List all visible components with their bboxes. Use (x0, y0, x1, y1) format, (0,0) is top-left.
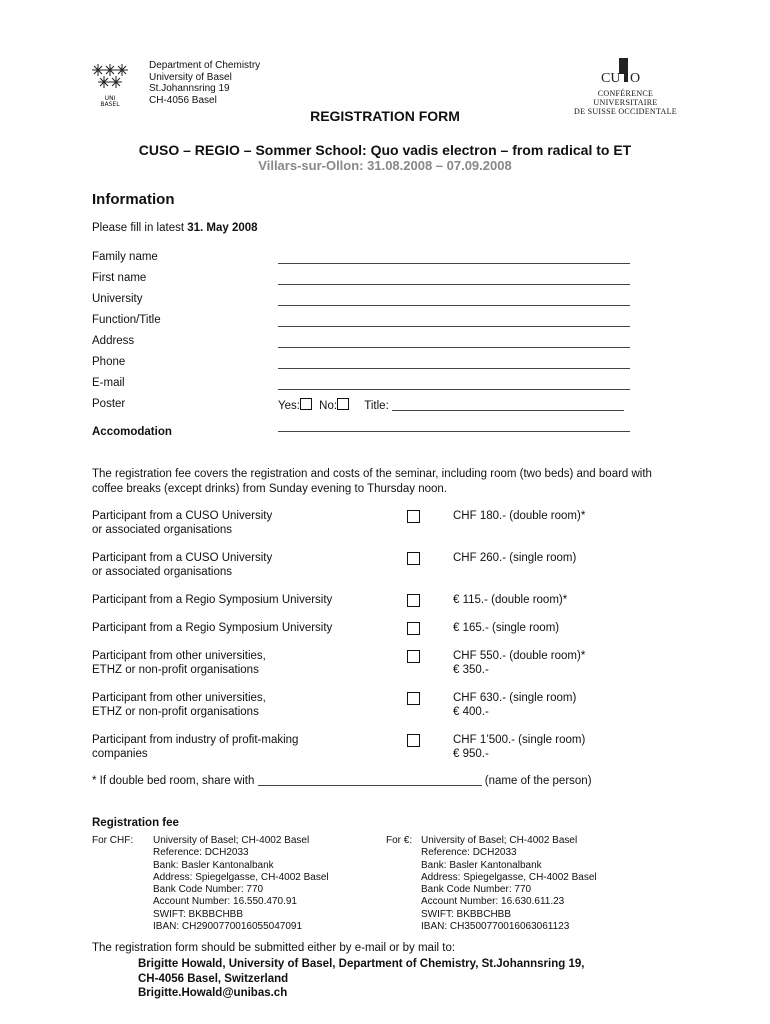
option-label (92, 509, 392, 537)
option-line: Participant from a Regio Symposium University (92, 622, 333, 634)
price-line: € 950.- (453, 748, 489, 760)
option-checkbox[interactable] (407, 510, 420, 523)
bank-line: Reference: DCH2033 (421, 847, 517, 859)
share-suffix: (name of the person) (481, 775, 592, 787)
deadline-text (92, 222, 258, 234)
contact-email-link[interactable]: Brigitte.Howald@unibas.ch (138, 987, 288, 999)
option-checkbox[interactable] (407, 594, 420, 607)
accommodation-text: The registration fee covers the registration and costs of the seminar, including room (two beds) and board with coffee breaks (except drinks) from Sunday evening to Thursday noon. (92, 468, 652, 495)
address-line: Brigitte Howald, University of Basel, Department of Chemistry, St.Johannsring 19, (138, 958, 585, 970)
bank-line: IBAN: CH2900770016055047091 (153, 921, 303, 933)
price-line: € 400.- (453, 706, 489, 718)
poster-yes-checkbox[interactable] (300, 398, 312, 410)
share-room-line (92, 775, 592, 787)
option-checkbox[interactable] (407, 734, 420, 747)
option-line: Participant from a Regio Symposium University (92, 594, 333, 606)
option-line: Participant from a CUSO University (92, 510, 273, 522)
bank-line: Address: Spiegelgasse, CH-4002 Basel (421, 871, 597, 883)
bank-details-eur (386, 835, 686, 935)
bank-line: Address: Spiegelgasse, CH-4002 Basel (153, 871, 329, 883)
deadline-date: 31. May 2008 (187, 222, 258, 234)
dept-line: CH-4056 Basel (149, 94, 217, 106)
bank-lines-eur (421, 835, 597, 933)
uni-logo-text: UNI BASEL (100, 95, 120, 108)
poster-yes-label: Yes: (278, 400, 300, 412)
submission-address (138, 957, 584, 1001)
field-line-poster-extra[interactable] (278, 431, 630, 432)
dept-line: Department of Chemistry (149, 60, 261, 71)
poster-title-label: Title: (364, 400, 389, 412)
option-label (92, 593, 392, 607)
option-price: € 165.- (single room) (453, 622, 560, 634)
field-label-first-name: First name (92, 272, 147, 284)
share-name-line[interactable] (258, 785, 482, 786)
bank-line: Bank Code Number: 770 (153, 884, 264, 896)
poster-options (278, 398, 624, 412)
option-checkbox[interactable] (407, 692, 420, 705)
poster-no-label: No: (319, 400, 338, 412)
field-label-family-name: Family name (92, 251, 158, 263)
field-label-email: E-mail (92, 377, 125, 389)
accommodation-heading: Accomodation (92, 426, 172, 438)
bank-line: Reference: DCH2033 (153, 847, 249, 859)
price-line: CHF 630.- (single room) (453, 692, 577, 704)
share-prefix: * If double bed room, share with (92, 775, 258, 787)
bank-line: Bank Code Number: 770 (421, 884, 532, 896)
price-line: CHF 1’500.- (single room) (453, 734, 586, 746)
cuso-line: DE SUISSE OCCIDENTALE (574, 107, 677, 116)
option-label (92, 649, 392, 677)
dept-line: University of Basel (149, 71, 232, 83)
information-heading: Information (92, 191, 175, 208)
field-label-university: University (92, 293, 143, 305)
option-checkbox[interactable] (407, 622, 420, 635)
field-label-phone: Phone (92, 356, 126, 368)
bank-line: Account Number: 16.630.611.23 (421, 896, 565, 908)
option-label (92, 551, 392, 579)
price-line: € 350.- (453, 664, 489, 676)
option-price: € 115.- (double room)* (453, 594, 568, 606)
field-line-address[interactable] (278, 347, 630, 348)
option-price: CHF 260.- (single room) (453, 552, 577, 564)
field-label-poster: Poster (92, 398, 126, 410)
svg-text:CU: CU (601, 71, 621, 86)
bank-line: Account Number: 16.550.470.91 (153, 896, 297, 908)
bank-details-chf (92, 835, 382, 935)
bank-line: Bank: Basler Kantonalbank (153, 859, 274, 871)
option-line: ETHZ or non-profit organisations (92, 664, 259, 676)
deadline-prefix: Please fill in latest (92, 222, 188, 234)
option-price (453, 733, 585, 761)
svg-text:O: O (630, 71, 641, 86)
address-line: CH-4056 Basel, Switzerland (138, 972, 289, 985)
option-line: companies (92, 748, 148, 760)
cuso-line: CONFÉRENCE UNIVERSITAIRE (593, 89, 658, 107)
field-line-university[interactable] (278, 305, 630, 306)
option-line: Participant from industry of profit-making (92, 734, 299, 746)
option-line: Participant from other universities, (92, 650, 266, 662)
poster-no-checkbox[interactable] (337, 398, 349, 410)
option-price (453, 649, 585, 677)
event-title: CUSO – REGIO – Sommer School: Quo vadis electron – from radical to ET (138, 142, 632, 158)
bank-lines-chf (153, 835, 329, 933)
bank-line: SWIFT: BKBBCHBB (153, 908, 244, 920)
price-line: CHF 550.- (double room)* (453, 650, 586, 662)
field-line-email[interactable] (278, 389, 630, 390)
bank-line: SWIFT: BKBBCHBB (421, 908, 512, 920)
option-line: ETHZ or non-profit organisations (92, 706, 259, 718)
poster-title-line[interactable] (392, 410, 624, 411)
option-price: CHF 180.- (double room)* (453, 510, 586, 522)
option-line: Participant from a CUSO University (92, 552, 273, 564)
department-address (149, 60, 260, 106)
field-line-function-title[interactable] (278, 326, 630, 327)
form-title: REGISTRATION FORM (310, 108, 460, 124)
option-checkbox[interactable] (407, 552, 420, 565)
bank-line: Bank: Basler Kantonalbank (421, 859, 542, 871)
bank-line: University of Basel; CH-4002 Basel (153, 835, 310, 846)
field-label-function-title: Function/Title (92, 314, 161, 326)
option-line: or associated organisations (92, 524, 232, 536)
bank-line: University of Basel; CH-4002 Basel (421, 835, 578, 846)
event-subtitle: Villars-sur-Ollon: 31.08.2008 – 07.09.2008 (258, 158, 512, 173)
bank-label-eur: For €: (386, 835, 413, 846)
field-line-first-name[interactable] (278, 284, 630, 285)
bank-label-chf: For CHF: (92, 835, 134, 846)
bank-line: IBAN: CH3500770016063061123 (421, 921, 570, 933)
field-label-address: Address (92, 335, 135, 347)
option-label (92, 733, 392, 761)
dept-line: St.Johannsring 19 (149, 83, 230, 94)
option-checkbox[interactable] (407, 650, 420, 663)
option-label (92, 691, 392, 719)
option-label (92, 621, 392, 635)
field-line-family-name[interactable] (278, 263, 630, 264)
option-price (453, 691, 576, 719)
option-line: Participant from other universities, (92, 692, 266, 704)
registration-fee-heading: Registration fee (92, 817, 179, 829)
field-line-phone[interactable] (278, 368, 630, 369)
option-line: or associated organisations (92, 566, 232, 578)
submission-text: The registration form should be submitted either by e-mail or by mail to: (92, 942, 456, 954)
